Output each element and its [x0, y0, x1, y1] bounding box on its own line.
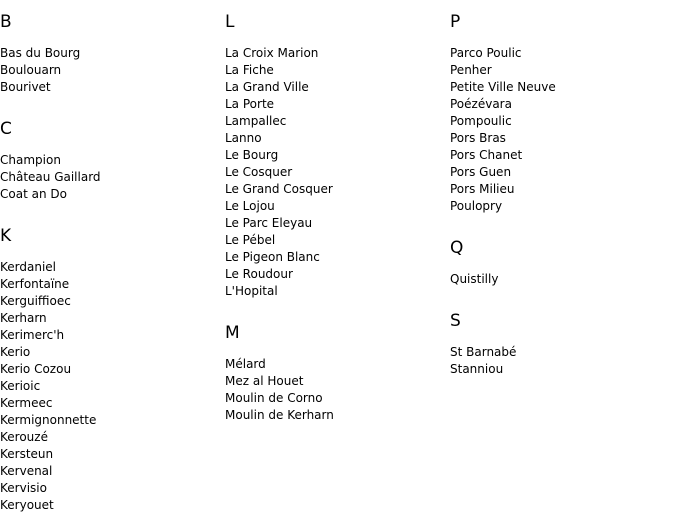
- place-item: Lampallec: [225, 114, 287, 128]
- index-column-1: [0, 0, 225, 514]
- place-item: Château Gaillard: [0, 170, 101, 184]
- index-column-2: [225, 0, 450, 424]
- place-item: Le Grand Cosquer: [225, 182, 333, 196]
- group-letter-heading: L: [225, 12, 235, 32]
- place-item: Mez al Houet: [225, 374, 304, 388]
- place-item: Pors Bras: [450, 131, 506, 145]
- place-item: Champion: [0, 153, 61, 167]
- place-list: [450, 45, 675, 215]
- group-letter-heading: P: [450, 12, 461, 32]
- place-item: Moulin de Corno: [225, 391, 323, 405]
- letter-group-b: [0, 12, 225, 96]
- index-column-3: [450, 0, 675, 378]
- group-letter-heading: M: [225, 323, 240, 343]
- place-item: Moulin de Kerharn: [225, 408, 334, 422]
- place-item: Penher: [450, 63, 492, 77]
- place-list: [450, 344, 675, 378]
- letter-group-p: [450, 12, 675, 215]
- place-item: Kerio: [0, 345, 31, 359]
- place-item: Poulopry: [450, 199, 503, 213]
- place-item: Keryouet: [0, 498, 54, 512]
- place-item: Boulouarn: [0, 63, 62, 77]
- place-item: Le Lojou: [225, 199, 275, 213]
- place-item: Kerdaniel: [0, 260, 57, 274]
- place-item: La Fiche: [225, 63, 274, 77]
- place-item: Kervisio: [0, 481, 47, 495]
- letter-group-s: [450, 311, 675, 378]
- place-item: Kermignonnette: [0, 413, 97, 427]
- group-letter-heading: Q: [450, 238, 464, 258]
- place-item: Kerioic: [0, 379, 41, 393]
- letter-group-l: [225, 12, 450, 300]
- place-item: St Barnabé: [450, 345, 517, 359]
- place-item: Bourivet: [0, 80, 51, 94]
- place-list: [0, 45, 225, 96]
- place-item: Kerfontaïne: [0, 277, 70, 291]
- group-letter-heading: C: [0, 119, 12, 139]
- place-item: Le Bourg: [225, 148, 279, 162]
- letter-group-k: [0, 226, 225, 514]
- place-item: Le Pigeon Blanc: [225, 250, 320, 264]
- place-list: [0, 259, 225, 514]
- place-item: Kerharn: [0, 311, 47, 325]
- place-item: L'Hopital: [225, 284, 278, 298]
- place-item: Le Cosquer: [225, 165, 293, 179]
- place-item: Lanno: [225, 131, 262, 145]
- place-item: Kerimerc'h: [0, 328, 65, 342]
- place-item: Le Pébel: [225, 233, 276, 247]
- place-list: [225, 356, 450, 424]
- place-item: Quistilly: [450, 272, 499, 286]
- place-item: Coat an Do: [0, 187, 67, 201]
- place-item: Pors Milieu: [450, 182, 515, 196]
- place-item: Bas du Bourg: [0, 46, 81, 60]
- place-item: Mélard: [225, 357, 266, 371]
- place-item: La Grand Ville: [225, 80, 309, 94]
- letter-group-c: [0, 119, 225, 203]
- place-item: Kerouzé: [0, 430, 48, 444]
- place-item: Kermeec: [0, 396, 53, 410]
- place-item: Le Roudour: [225, 267, 293, 281]
- place-list: [450, 271, 675, 288]
- group-letter-heading: K: [0, 226, 12, 246]
- place-item: Poézévara: [450, 97, 512, 111]
- place-item: Kervenal: [0, 464, 53, 478]
- place-item: Stanniou: [450, 362, 504, 376]
- place-item: La Porte: [225, 97, 275, 111]
- place-item: Parco Poulic: [450, 46, 522, 60]
- place-list: [225, 45, 450, 300]
- group-letter-heading: B: [0, 12, 12, 32]
- place-item: Le Parc Eleyau: [225, 216, 313, 230]
- place-item: Pors Chanet: [450, 148, 523, 162]
- letter-group-q: [450, 238, 675, 288]
- place-item: Kerio Cozou: [0, 362, 72, 376]
- place-item: Petite Ville Neuve: [450, 80, 556, 94]
- place-item: Kerguiffioec: [0, 294, 71, 308]
- place-item: Kersteun: [0, 447, 54, 461]
- place-item: La Croix Marion: [225, 46, 319, 60]
- place-item: Pompoulic: [450, 114, 512, 128]
- letter-group-m: [225, 323, 450, 424]
- group-letter-heading: S: [450, 311, 461, 331]
- place-list: [0, 152, 225, 203]
- place-item: Pors Guen: [450, 165, 512, 179]
